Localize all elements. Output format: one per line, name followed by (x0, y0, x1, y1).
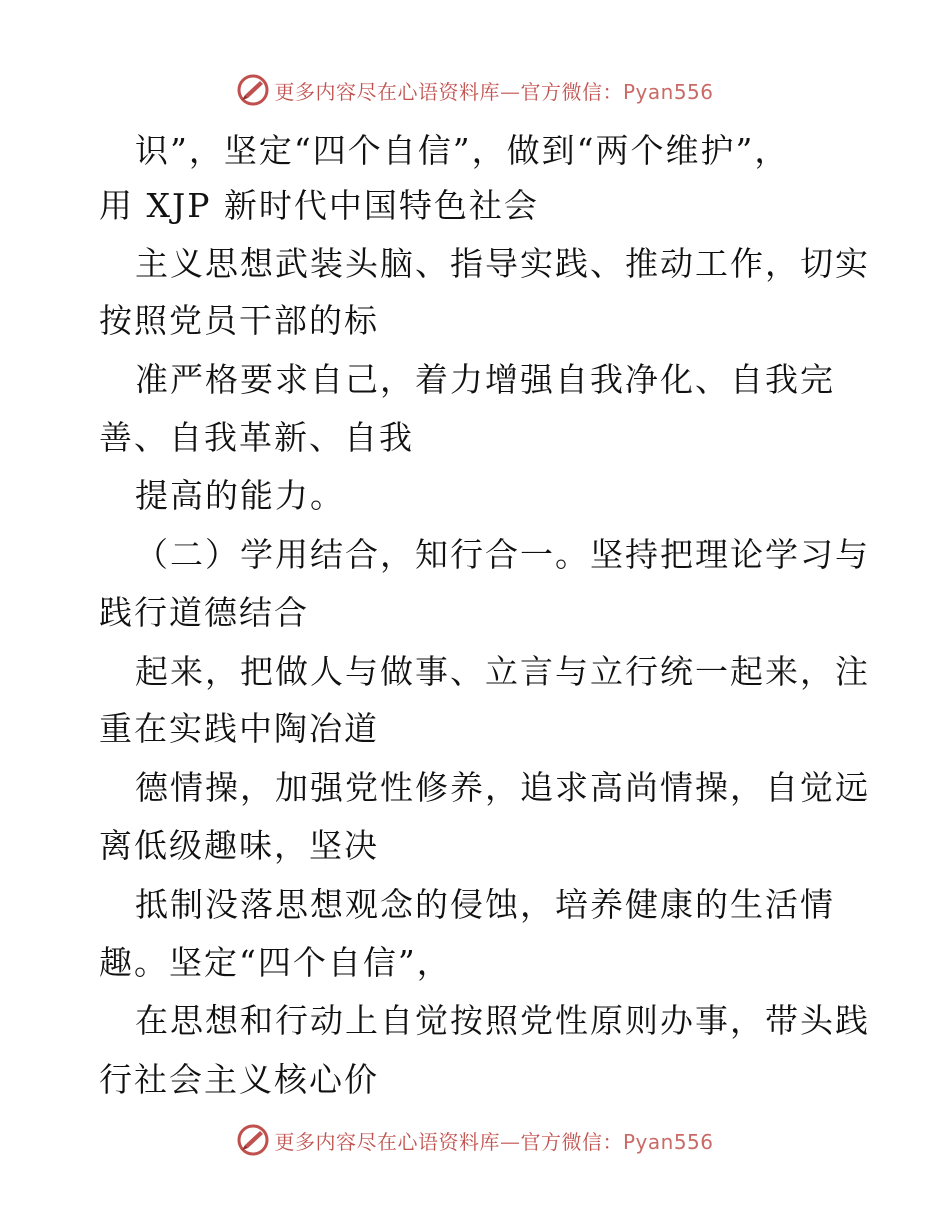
text-line: 离低级趣味，坚决 (99, 826, 379, 865)
text-line: 抵制没落思想观念的侵蚀，培养健康的生活情 (135, 885, 835, 924)
watermark-suffix: 官方微信： (520, 1129, 623, 1154)
watermark-suffix: 官方微信： (520, 79, 623, 104)
watermark-main: 更多内容尽在心语资料库 (274, 79, 500, 104)
watermark-account: Pyan556 (622, 79, 714, 104)
text-line: 践行道德结合 (99, 593, 309, 632)
watermark-text (274, 1126, 713, 1155)
text-line: 行社会主义核心价 (99, 1060, 379, 1099)
footer-watermark (0, 1120, 950, 1160)
text-line: 提高的能力。 (135, 476, 345, 515)
text-line: 重在实践中陶冶道 (99, 709, 379, 748)
watermark-separator: — (499, 79, 521, 104)
text-line: 识”，坚定“四个自信”，做到“两个维护”， (135, 131, 790, 170)
logo-icon (236, 1123, 270, 1157)
watermark-main: 更多内容尽在心语资料库 (274, 1129, 500, 1154)
text-line: 准严格要求自己，着力增强自我净化、自我完 (135, 360, 835, 399)
watermark-separator: — (499, 1129, 521, 1154)
text-line: 在思想和行动上自觉按照党性原则办事，带头践 (135, 1001, 870, 1040)
text-line: （二）学用结合，知行合一。坚持把理论学习与 (135, 535, 870, 574)
text-line: 起来，把做人与做事、立言与立行统一起来，注 (135, 652, 870, 691)
text-line: 用 XJP 新时代中国特色社会 (99, 186, 539, 225)
text-line: 按照党员干部的标 (99, 301, 379, 340)
text-line: 主义思想武装头脑、指导实践、推动工作，切实 (135, 244, 870, 283)
text-line: 善、自我革新、自我 (99, 418, 414, 457)
watermark-account: Pyan556 (622, 1129, 714, 1154)
text-line: 德情操，加强党性修养，追求高尚情操，自觉远 (135, 768, 870, 807)
text-line: 趣。坚定“四个自信”， (99, 943, 452, 982)
